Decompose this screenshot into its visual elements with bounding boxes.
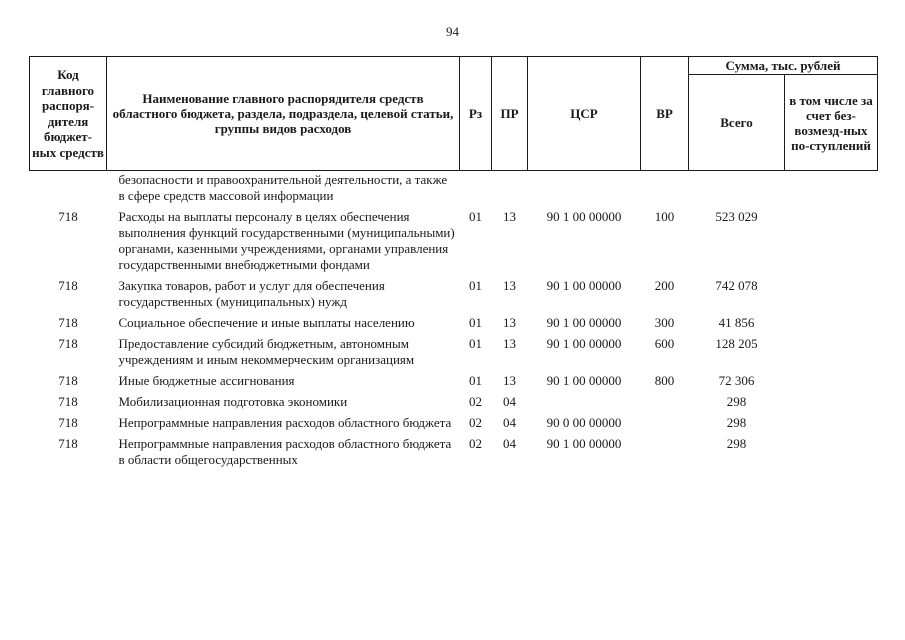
- code-cell: 718: [58, 436, 78, 451]
- pr-cell: 04: [503, 394, 516, 409]
- header-sum-group: Сумма, тыс. рублей: [689, 57, 878, 75]
- table-row: [30, 373, 878, 394]
- name-cell: Непрограммные направления расходов областного бюджета в области общегосударственных: [118, 436, 452, 467]
- table-header: [30, 57, 878, 171]
- name-cell: Социальное обеспечение и иные выплаты населению: [118, 315, 415, 330]
- code-cell: 718: [58, 415, 78, 430]
- name-cell: Расходы на выплаты персоналу в целях обеспечения выполнения функций государственными (муниципальными) органами, казенными учреждениями, органами управления государственными внебюджетными фондами: [118, 209, 455, 272]
- csr-cell: 90 1 00 00000: [546, 278, 622, 293]
- pr-cell: 04: [503, 415, 516, 430]
- header-vr: ВР: [641, 57, 689, 171]
- grants-cell: [785, 336, 878, 373]
- total-cell: 298: [726, 415, 747, 430]
- rz-cell: 02: [469, 394, 482, 409]
- table-row: [30, 394, 878, 415]
- table-row: [30, 415, 878, 436]
- pr-cell: 13: [503, 278, 516, 293]
- rz-cell: 01: [469, 336, 482, 351]
- vr-cell: [641, 415, 689, 436]
- grants-cell: [785, 394, 878, 415]
- code-cell: 718: [58, 336, 78, 351]
- csr-cell: [528, 394, 641, 415]
- total-cell: 742 078: [715, 278, 758, 293]
- header-name: Наименование главного распорядителя средств областного бюджета, раздела, подраздела, целевой статьи, группы видов расходов: [107, 57, 460, 171]
- header-total: Всего: [689, 75, 785, 171]
- code-cell: 718: [58, 373, 78, 388]
- code-cell: 718: [58, 315, 78, 330]
- name-cell: Непрограммные направления расходов областного бюджета: [118, 415, 452, 430]
- name-cell: Закупка товаров, работ и услуг для обеспечения государственных (муниципальных) нужд: [118, 278, 385, 309]
- name-cell: Иные бюджетные ассигнования: [118, 373, 295, 388]
- page-number: 94: [446, 24, 459, 39]
- vr-cell: [641, 394, 689, 415]
- header-incl-grants: в том числе за счет без-возмезд-ных по-ступлений: [785, 75, 878, 171]
- vr-cell: 600: [654, 336, 675, 351]
- name-cell: Мобилизационная подготовка экономики: [118, 394, 348, 409]
- grants-cell: [785, 436, 878, 473]
- pr-cell: 13: [503, 373, 516, 388]
- pr-cell: 13: [503, 315, 516, 330]
- total-cell: 298: [726, 436, 747, 451]
- csr-cell: 90 1 00 00000: [546, 336, 622, 351]
- header-code: Код главного распоря-дителя бюджет-ных средств: [30, 57, 107, 171]
- pr-cell: 13: [503, 209, 516, 224]
- vr-cell: [641, 436, 689, 473]
- rz-cell: 02: [469, 415, 482, 430]
- grants-cell: [785, 415, 878, 436]
- code-cell: 718: [58, 209, 78, 224]
- budget-table: [29, 56, 878, 473]
- table-row: [30, 209, 878, 278]
- pr-cell: 04: [503, 436, 516, 451]
- grants-cell: [785, 373, 878, 394]
- csr-cell: 90 1 00 00000: [546, 315, 622, 330]
- vr-cell: 300: [654, 315, 675, 330]
- rz-cell: 01: [469, 373, 482, 388]
- vr-cell: 800: [654, 373, 675, 388]
- csr-cell: 90 0 00 00000: [546, 415, 622, 430]
- grants-cell: [785, 209, 878, 278]
- csr-cell: 90 1 00 00000: [546, 209, 622, 224]
- rz-cell: 01: [469, 278, 482, 293]
- continuation-row: [30, 171, 878, 210]
- grants-cell: [785, 315, 878, 336]
- total-cell: 72 306: [718, 373, 755, 388]
- code-cell: 718: [58, 394, 78, 409]
- table-row: [30, 315, 878, 336]
- header-rz: Рз: [460, 57, 492, 171]
- table-body: [30, 171, 878, 474]
- continuation-text: безопасности и правоохранительной деятельности, а также в сфере средств массовой информации: [118, 172, 448, 203]
- name-cell: Предоставление субсидий бюджетным, автономным учреждениям и иным некоммерческим организациям: [118, 336, 415, 367]
- csr-cell: 90 1 00 00000: [546, 436, 622, 451]
- header-pr: ПР: [492, 57, 528, 171]
- table-row: [30, 278, 878, 315]
- vr-cell: 100: [654, 209, 675, 224]
- table-row: [30, 436, 878, 473]
- rz-cell: 01: [469, 315, 482, 330]
- table-row: [30, 336, 878, 373]
- total-cell: 128 205: [715, 336, 758, 351]
- grants-cell: [785, 278, 878, 315]
- pr-cell: 13: [503, 336, 516, 351]
- vr-cell: 200: [654, 278, 675, 293]
- total-cell: 298: [726, 394, 747, 409]
- total-cell: 41 856: [718, 315, 755, 330]
- csr-cell: 90 1 00 00000: [546, 373, 622, 388]
- header-csr: ЦСР: [528, 57, 641, 171]
- total-cell: 523 029: [715, 209, 758, 224]
- code-cell: 718: [58, 278, 78, 293]
- rz-cell: 02: [469, 436, 482, 451]
- rz-cell: 01: [469, 209, 482, 224]
